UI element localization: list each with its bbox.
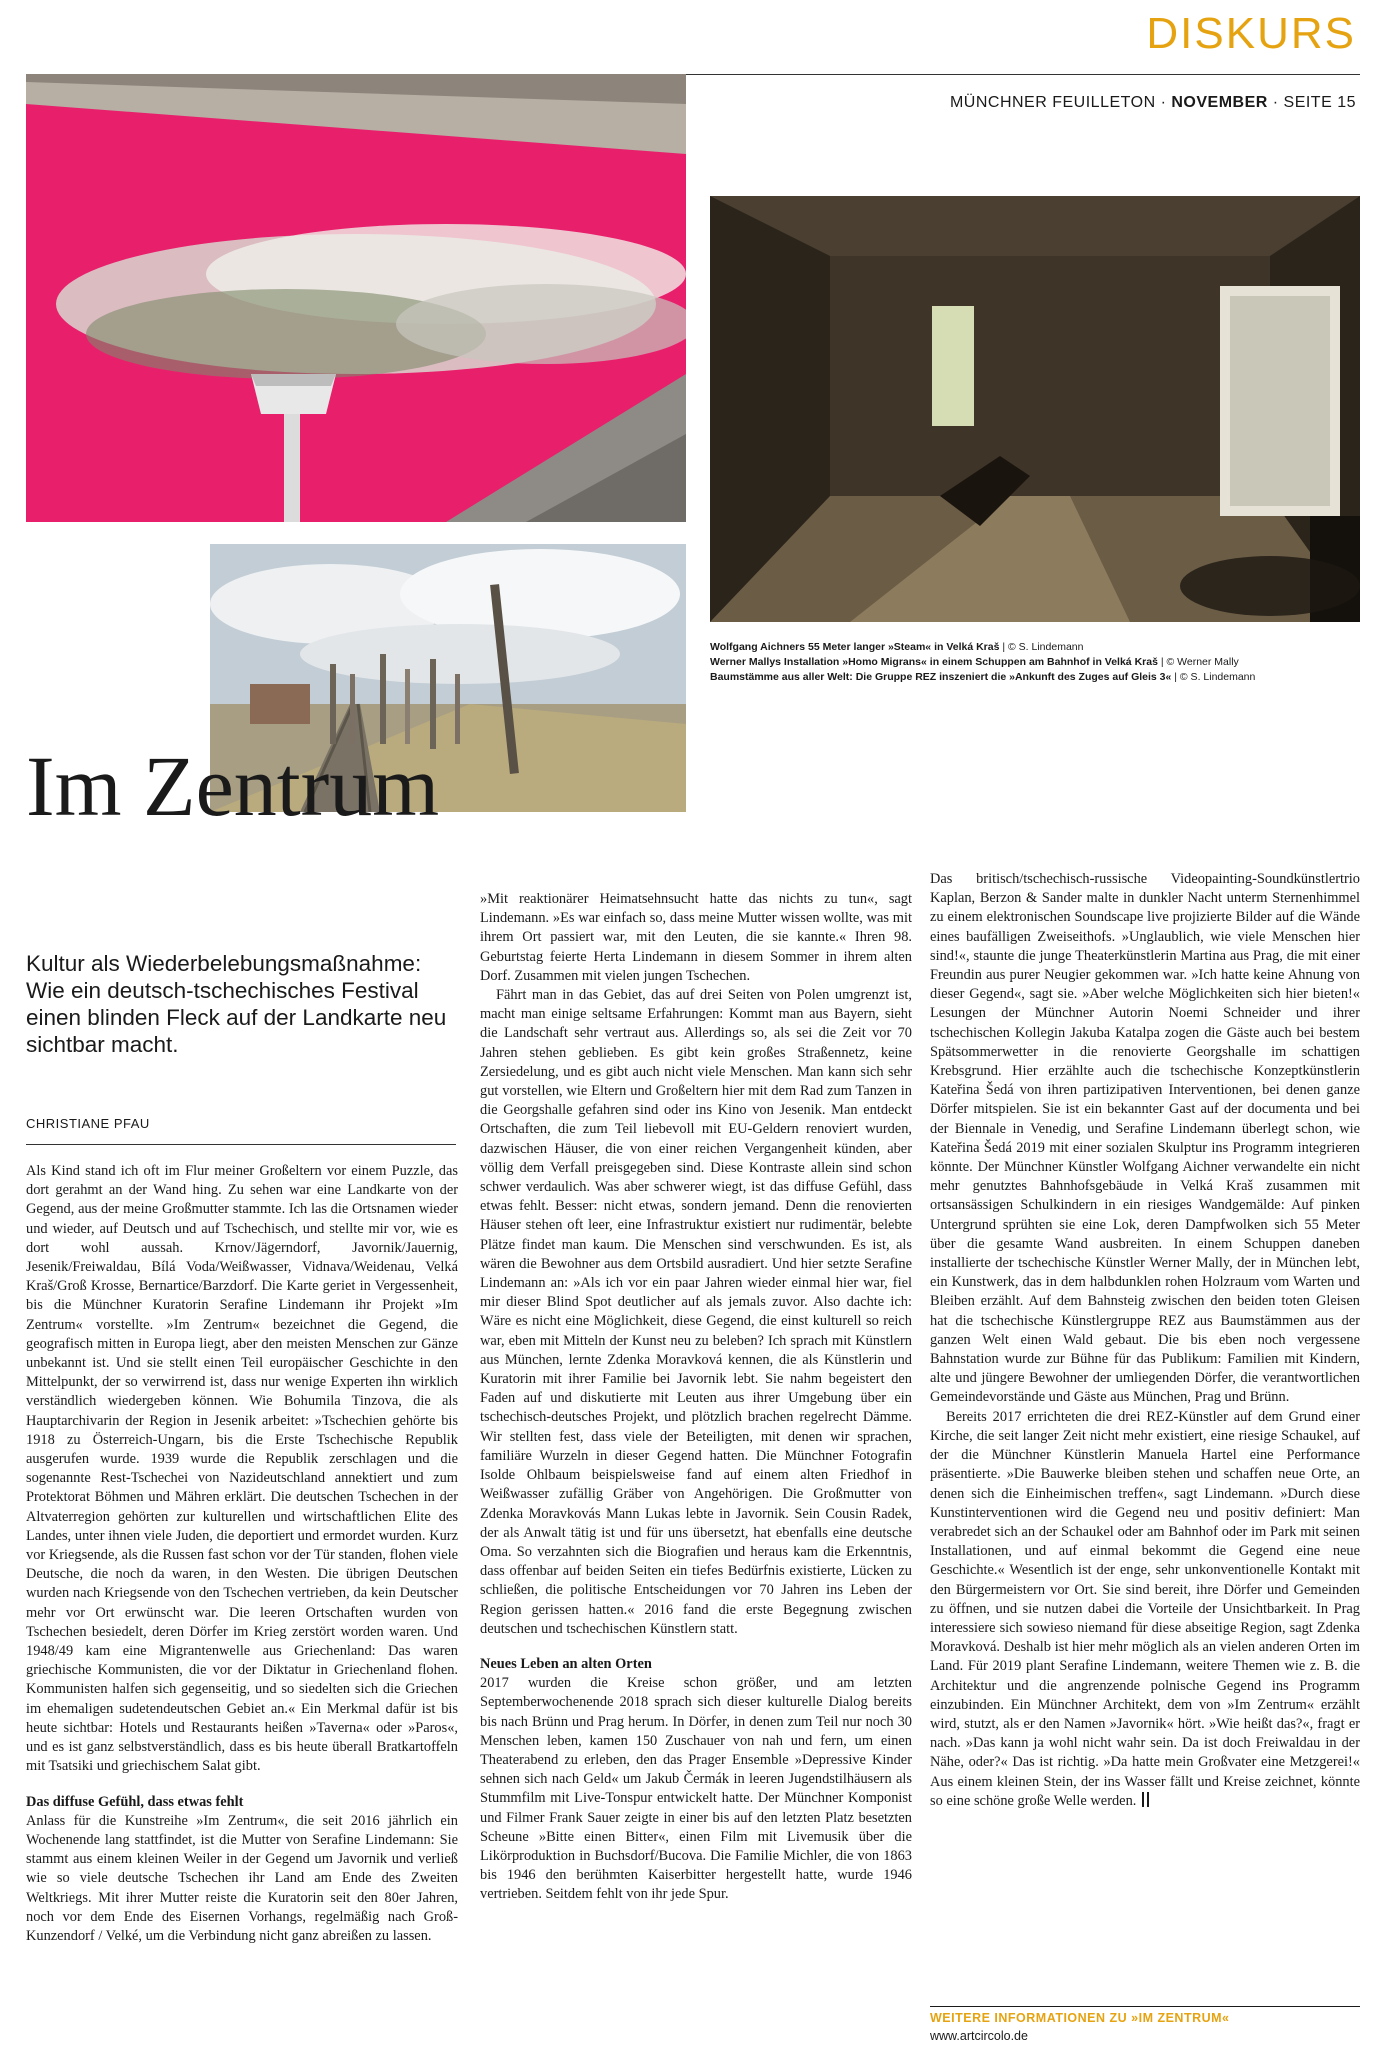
paragraph-last-text: Bereits 2017 errichteten die drei REZ-Künstler auf dem Grund einer Kirche, die seit langer Zeit nicht mehr existiert, eine riesige Schaukel, auf der die Münchner Künstlerin Manuela Hartel eine Performance präsentierte. »Die Bauwerke bleiben stehen und schaffen neue Orte, an denen sich die Einheimischen treffen«, sagt Lindemann. »Durch diese Kunstinterventionen wird die Gegend neu und positiv definiert: Man verabredet sich an der Schaukel oder am Bahnhof oder im Park mit seinen Installationen, und auf einmal bekommt die Gegend eine neue Geschichte.« Wesentlich ist der enge, sehr unkonventionelle Kontakt mit den Bürgermeistern vor Ort. Sie sind bereit, ihre Dörfer und Gemeinden zu öffnen, und sie nutzen dabei die Vorteile der Unsichtbarkeit. In Prag interessiere sich sowieso niemand für diese abseitige Region, sagt Zdenka Moravková. Deshalb ist hier mehr möglich als an vielen anderen Orten im Land. Für 2019 plant Serafine Lindemann, weitere Themen wie z. B. die Architektur und die angrenzende polnische Gegend ins Programm einzubinden. Ein Münchner Architekt, dem von »Im Zentrum« erzählt wird, stutzt, als er den Namen »Javornik« hört. »Wie heißt das?«, fragt er nach. »Das kann ja wohl nicht wahr sein. Da ist doch Freiwaldau in der Nähe, oder?« Das ist richtig. »Da hatte mein Großvater eine Metzgerei!« Aus einem kleinen Stein, der ins Wasser fällt und Kreise zeichnet, könnte so eine schöne große Welle werden. [930, 1408, 1360, 1809]
paragraph: 2017 wurden die Kreise schon größer, und am letzten Septemberwochenende 2018 sprach sich dieser kulturelle Dialog bereits bis nach Brünn und Prag herum. In Dörfer, in denen zum Teil nur noch 30 Menschen leben, kamen 150 Zuschauer von nah und fern, um einen Theaterabend zu erleben, den das Prager Ensemble »Depressive Kinder sehnen sich nach Geld« um Jakub Čermák in leeren Jugendstilhäusern als Stummfilm mit Live-Tonspur entwickelt hatte. Der Münchner Komponist und Filmer Frank Sauer zeigte in einer bis auf den letzten Platz besetzten Scheune »Bitte einen Bitter«, einen Film mit Livemusik über die Likörproduktion in Buchsdorf/Bucova. Die Familie Michler, die von 1863 bis 1946 den berühmten Kaiserbitter hergestellt hatte, wurde 1946 vertrieben. Seitdem fehlt von ihr jede Spur. [480, 1675, 912, 1903]
meta-prefix: MÜNCHNER FEUILLETON · [949, 94, 1172, 111]
caption-steam [710, 640, 1360, 655]
subheading: Das diffuse Gefühl, dass etwas fehlt [26, 1793, 244, 1810]
steam-mural-illustration [26, 74, 686, 522]
paragraph-last [930, 1408, 1360, 1811]
caption-homo-migrans-credit: | © Werner Mally [1157, 656, 1239, 668]
article-subhead: Kultur als Wiederbelebungsmaßnahme: Wie ein deutsch-tschechisches Festival einen blinden Fleck auf der Landkarte neu sichtbar macht. [26, 951, 447, 1057]
article-author: CHRISTIANE PFAU [26, 1116, 150, 1131]
caption-rez-credit: | © S. Lindemann [1171, 671, 1256, 683]
meta-month: NOVEMBER [1171, 94, 1268, 111]
article-column-1 [26, 1162, 458, 1946]
paragraph: »Mit reaktionärer Heimatsehnsucht hatte das nichts zu tun«, sagt Lindemann. »Es war einfach so, dass meine Mutter wissen wollte, was mit ihrem Ort passiert war, mit den Leuten, die sie kannte.« Ihren 98. Geburtstag feierte Herta Lindemann in diesem Sommer in ihrem alten Dorf. Zusammen mit vielen jungen Tschechen. [480, 891, 912, 984]
subheading: Neues Leben an alten Orten [480, 1655, 652, 1672]
meta-suffix: · SEITE 15 [1267, 94, 1356, 111]
paragraph: Anlass für die Kunstreihe »Im Zentrum«, die seit 2016 jährlich ein Wochenende lang stattfindet, ist die Mutter von Serafine Lindemann: Sie stammt aus einem kleinen Weiler in der Gegend um Javornik und verließ wie so viele deutsche Tschechen ihr Land am Ende des Zweiten Weltkriegs. Mit ihrer Mutter reiste die Kuratorin seit den 80er Jahren, noch vor dem Ende des Eisernen Vorhangs, regelmäßig nach Groß-Kunzendorf / Velké, um die Verbindung nicht ganz abreißen zu lassen. [26, 1812, 458, 1944]
article-column-3 [930, 870, 1360, 1811]
paragraph: Fährt man in das Gebiet, das auf drei Seiten von Polen umgrenzt ist, macht man einige seltsame Erfahrungen: Kommt man aus Bayern, sieht die Landschaft sehr vertraut aus. Allerdings so, als sei die Zeit vor 70 Jahren stehen geblieben. Es gibt kein großes Straßennetz, keine Zersiedelung, und es gibt auch nicht viele Menschen. Man kann sich sehr gut vorstellen, wie Eltern und Großeltern hier mit dem Rad zum Tanzen in die Georgshalle gefahren sind oder ins Kino von Jesenik. Man entdeckt Ortschaften, die zum Teil liebevoll mit EU-Geldern renoviert wurden, dazwischen Häuser, die von einer reichen Vergangenheit künden, aber völlig dem Verfall preisgegeben sind. Diese Kontraste allein sind schon schwer verdaulich. Was aber schwerer wiegt, ist das diffuse Gefühl, dass etwas fehlt. Besser: nicht etwas, sondern jemand. Denn die renovierten Häuser stehen oft leer, eine Infrastruktur existiert nur rudimentär, belebte Plätze findet man kaum. Die Menschen sind verschwunden. Es ist, als wären die Bewohner aus dem Ortsbild ausradiert. Und hier setzte Serafine Lindemann an: »Als ich vor ein paar Jahren wieder einmal hier war, fiel mir dieser Blind Spot deutlicher auf als jemals zuvor. Also dachte ich: Wäre es nicht eine Möglichkeit, diese Gegend, die einst kulturell so reich war, eben mit Mitteln der Kunst neu zu beleben? Ich sprach mit Künstlern aus München, lernte Zdenka Moravková kennen, die als Künstlerin und Kuratorin mit ihrer Familie bei Javornik lebt. Sie nahm begeistert den Faden auf und diskutierte mit Leuten aus ihrer Umgebung über ein tschechisch-deutsches Projekt, und plötzlich brachen regelrecht Dämme. Wir stellten fest, dass viele der Beteiligten, mit denen wir sprachen, familiäre Wurzeln in dieser Gegend hatten. Die Münchner Fotografin Isolde Ohlbaum beispielsweise fand auf einem alten Friedhof in Weißwasser zufällig Gräber von Angehörigen. Die Großmutter von Zdenka Moravkovás Mann Lukas lebte in Javornik. Sein Cousin Radek, der als Anwalt tätig ist und für uns übersetzt, hat ebenfalls eine deutsche Oma. So verzahnten sich die Biografien und heraus kam die Erkenntnis, dass offenbar auf beiden Seiten ein tiefes Bedürfnis existierte, Lücken zu schließen, die politische Entscheidungen vor 70 Jahren ins Leben der Region gerissen hatten.« 2016 fand die erste Begegnung zwischen deutschen und tschechischen Künstlern statt. [480, 987, 912, 1637]
caption-steam-text: Wolfgang Aichners 55 Meter langer »Steam« in Velká Kraš [710, 641, 1000, 653]
article-headline: Im Zentrum [26, 738, 440, 834]
section-title: DISKURS [1146, 9, 1356, 58]
end-mark-icon [1142, 1792, 1149, 1807]
photo-homo-migrans [710, 196, 1360, 622]
paragraph: Das britisch/tschechisch-russische Videopainting-Soundkünstlertrio Kaplan, Berzon & Sander malte in dunkler Nacht unterm Sternenhimmel zu einem elektronischen Soundscape live projizierte Bilder auf die Wände eines baufälligen Zweiseithofs. »Unglaublich, wie viele Menschen hier sind!«, staunte die junge Theaterkünstlerin Martina aus Prag, die mit einer Freundin aus purer Neugier gekommen war. »Ich hatte keine Ahnung von dieser Gegend«, sagt sie. »Aber welche Möglichkeiten sich hier bieten!« Lesungen der Münchner Autorin Noemi Schneider und ihrer tschechischen Kollegin Jakuba Katalpa zogen die Gäste auch bei bestem Spätsommerwetter in die renovierte Georgshalle im schattigen Krebsgrund. Hier erzählte auch die tschechische Konzeptkünstlerin Kateřina Šedá von ihren partizipativen Interventionen, bei denen ganze Dörfer mitspielen. Sie ist ein bekannter Gast auf der documenta und bei der Biennale in Venedig, und Serafine Lindemann überlegt schon, wie Kateřina Šedá 2019 mit einer sozialen Skulptur ins Programm integrieren könnte. Der Münchner Künstler Wolfgang Aichner verwandelte ein nicht mehr genutztes Bahnhofsgebäude in Velká Kraš zusammen mit ortsansässigen Schulkindern in ein riesiges Wandgemälde: Auf pinken Untergrund sprühten sie eine Lok, deren Dampfwolken sich 55 Meter über die gesamte Wand ausbreiten. In einem Schuppen daneben installierte der tschechische Künstler Werner Mally, der in München lebt, ein Kunstwerk, das in dem halbdunklen rohen Holzraum vom Warten und Bleiben erzählt. Auf dem Bahnsteig zwischen den beiden toten Gleisen hat die tschechische Künstlergruppe REZ aus Baumstämmen aus der ganzen Welt einen Wald gebaut. Die bis eben noch vergessene Bahnstation wurde zur Bühne für das Publikum: Familien mit Kindern, alte und jüngere Bewohner der umliegenden Dörfer, die verantwortlichen Gemeindevorstände und Gäste aus München, Prag und Brünn. [930, 871, 1360, 1406]
photo-steam-mural [26, 74, 686, 522]
paragraph: Als Kind stand ich oft im Flur meiner Großeltern vor einem Puzzle, das dort gerahmt an der Wand hing. Zu sehen war eine Landkarte von der Gegend, aus der meine Großmutter stammte. Ich las die Ortsnamen wieder und wieder, auf Deutsch und auf Tschechisch, und stellte mir vor, wie es dort wohl aussah. Krnov/Jägerndorf, Javornik/Jauernig, Jesenik/Freiwaldau, Bílá Voda/Weißwasser, Vidnava/Weidenau, Velká Kraš/Groß Krosse, Bernartice/Barzdorf. Die Karte geriet in Vergessenheit, bis die Münchner Kuratorin Serafine Lindemann ihr Projekt »Im Zentrum« vorstellte. »Im Zentrum« bezeichnet die Gegend, die geografisch mitten in Europa liegt, aber den meisten Menschen zur Gänze unbekannt ist. Und sie stellt einen Teil europäischer Geschichte in den Mittelpunkt, der so verwirrend ist, dass nur wenige Experten ihn wirklich verständlich wiedergeben können. Wie Bohumila Tinzova, die als Hauptarchivarin der Region in Jesenik arbeitet: »Tschechien gehörte bis 1918 zu Österreich-Ungarn, bis die Erste Tschechische Republik ausgerufen wurde. 1939 wurde die Republik zerschlagen und die sogenannte Rest-Tschechei von Nazideutschland annektiert und zum Protektorat Böhmen und Mähren erklärt. Die deutschen Tschechen in der Altvaterregion gehörten zur kulturellen und wirtschaftlichen Elite des Landes, unter ihnen viele Juden, die deportiert und ermordet wurden. Kurz vor Kriegsende, als die Russen fast schon vor der Tür standen, flohen viele Deutsche, die noch da waren, in den Westen. Die übrigen Deutschen wurden nach Kriegsende von den Tschechen vertrieben, da kein Deutscher mehr vor Ort erwünscht war. Die leeren Ortschaften wurden von Tschechen besiedelt, deren Dörfer im Krieg zerstört worden waren. Und 1948/49 kam eine Migrantenwelle aus Griechenland: Das waren griechische Kommunisten, die vor der Diktatur in Griechenland flohen. Kommunisten halfen sich gegenseitig, und so siedelten sich die Griechen im ehemaligen sudetendeutschen Gebiet an.« Ein Merkmal dafür ist bis heute sichtbar: Hotels und Restaurants heißen »Taverna« oder »Paros«, und es ist ganz selbstverständlich, dass es bis heute überall Bratkartoffeln mit Tsatsiki und griechischem Salat gibt. [26, 1163, 458, 1775]
page-meta [950, 94, 1356, 112]
caption-rez [710, 670, 1360, 685]
caption-homo-migrans [710, 655, 1360, 670]
article-column-2 [480, 890, 912, 1905]
shed-installation-illustration [710, 196, 1360, 622]
caption-rez-text: Baumstämme aus aller Welt: Die Gruppe REZ inszeniert die »Ankunft des Zuges auf Gleis 3« [710, 671, 1172, 683]
author-rule [26, 1144, 456, 1145]
more-info-rule [930, 2006, 1360, 2007]
caption-homo-migrans-text: Werner Mallys Installation »Homo Migrans« in einem Schuppen am Bahnhof in Velká Kraš [710, 656, 1158, 668]
caption-steam-credit: | © S. Lindemann [999, 641, 1084, 653]
photo-captions [710, 640, 1360, 685]
more-info-link[interactable]: www.artcircolo.de [930, 2029, 1028, 2043]
more-info-label: WEITERE INFORMATIONEN ZU »IM ZENTRUM« [930, 2011, 1230, 2025]
